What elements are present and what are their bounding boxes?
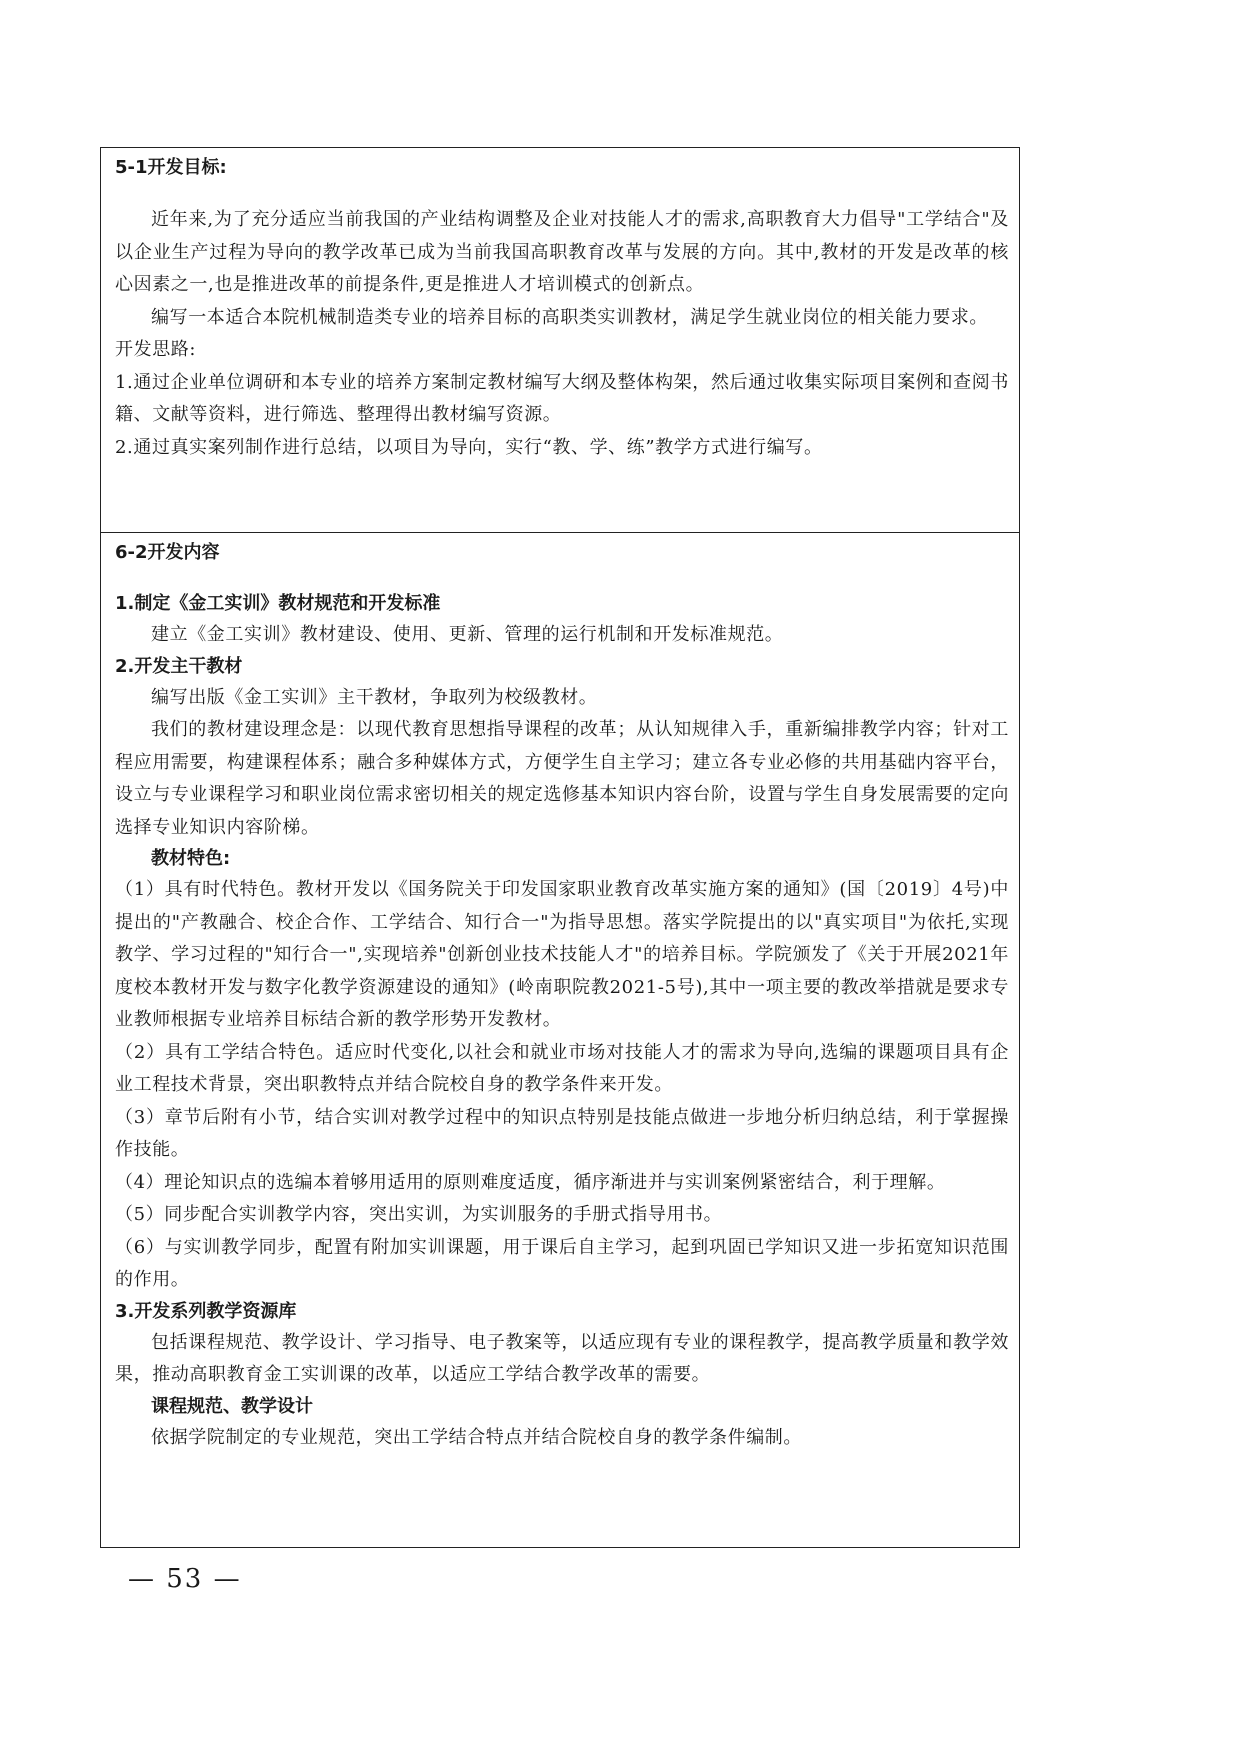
- heading-resource-library: 3.开发系列教学资源库: [115, 1300, 297, 1322]
- feature-item-3: （3）章节后附有小节，结合实训对教学过程中的知识点特别是技能点做进一步地分析归纳总结，利于掌握操作技能。: [115, 1106, 1009, 1160]
- resource-library-text: 包括课程规范、教学设计、学习指导、电子教案等，以适应现有专业的课程教学，提高教学质量和教学效果，推动高职教育金工实训课的改革，以适应工学结合教学改革的需要。: [115, 1331, 1009, 1385]
- main-textbook-text-1: 编写出版《金工实训》主干教材，争取列为校级教材。: [151, 686, 598, 708]
- ideas-label: 开发思路:: [115, 339, 197, 360]
- idea-item-2: 2.通过真实案列制作进行总结，以项目为导向，实行“教、学、练”教学方式进行编写。: [115, 436, 823, 458]
- feature-item-5: （5）同步配合实训教学内容，突出实训，为实训服务的手册式指导用书。: [115, 1204, 723, 1225]
- heading-course-design: 课程规范、教学设计: [151, 1395, 313, 1417]
- feature-item-6: （6）与实训教学同步，配置有附加实训课题，用于课后自主学习，起到巩固已学知识又进一步拓宽知识范围的作用。: [115, 1236, 1009, 1290]
- development-content-cell: [101, 533, 1020, 1548]
- idea-item-1: 1.通过企业单位调研和本专业的培养方案制定教材编写大纲及整体构架，然后通过收集实际项目案例和查阅书籍、文献等资料，进行筛选、整理得出教材编写资源。: [115, 371, 1009, 425]
- feature-item-4: （4）理论知识点的选编本着够用适用的原则难度适度，循序渐进并与实训案例紧密结合，利于理解。: [115, 1171, 946, 1193]
- main-textbook-text-2: 我们的教材建设理念是：以现代教育思想指导课程的改革；从认知规律入手，重新编排教学内容；针对工程应用需要，构建课程体系；融合多种媒体方式，方便学生自主学习；建立各专业必修的共用基础内容平台，设立与专业课程学习和职业岗位需求密切相关的规定选修基本知识内容台阶，设置与学生自身发展需要的定向选择专业知识内容阶梯。: [115, 719, 1009, 838]
- standards-text: 建立《金工实训》教材建设、使用、更新、管理的运行机制和开发标准规范。: [151, 624, 784, 645]
- heading-main-textbook: 2.开发主干教材: [115, 655, 243, 677]
- section-title-goal: 5-1开发目标:: [115, 157, 227, 178]
- feature-item-1: （1）具有时代特色。教材开发以《国务院关于印发国家职业教育改革实施方案的通知》(国〔2019〕4号)中提出的"产教融合、校企合作、工学结合、知行合一"为指导思想。落实学院提出的以"真实项目"为依托,实现教学、学习过程的"知行合一",实现培养"创新创业技术技能人才"的培养目标。学院颁发了《关于开展2021年度校本教材开发与数字化教学资源建设的通知》(岭南职院教2021-5号),其中一项主要的教改举措就是要求专业教师根据专业培养目标结合新的教学形势开发教材。: [115, 879, 1009, 1030]
- heading-standards: 1.制定《金工实训》教材规范和开发标准: [115, 593, 441, 614]
- page-number: — 53 —: [128, 1564, 242, 1594]
- course-design-text: 依据学院制定的专业规范，突出工学结合特点并结合院校自身的教学条件编制。: [151, 1426, 802, 1448]
- heading-features: 教材特色:: [151, 848, 231, 869]
- section-title-content: 6-2开发内容: [115, 542, 220, 563]
- content-table: [100, 147, 1020, 1548]
- goal-paragraph-1: 近年来,为了充分适应当前我国的产业结构调整及企业对技能人才的需求,高职教育大力倡导"工学结合"及以企业生产过程为导向的教学改革已成为当前我国高职教育改革与发展的方向。其中,教材的开发是改革的核心因素之一,也是推进改革的前提条件,更是推进人才培训模式的创新点。: [115, 209, 1009, 295]
- goal-paragraph-2: 编写一本适合本院机械制造类专业的培养目标的高职类实训教材，满足学生就业岗位的相关能力要求。: [151, 306, 988, 328]
- development-goal-cell: [101, 148, 1020, 533]
- feature-item-2: （2）具有工学结合特色。适应时代变化,以社会和就业市场对技能人才的需求为导向,选编的课题项目具有企业工程技术背景，突出职教特点并结合院校自身的教学条件来开发。: [115, 1041, 1009, 1095]
